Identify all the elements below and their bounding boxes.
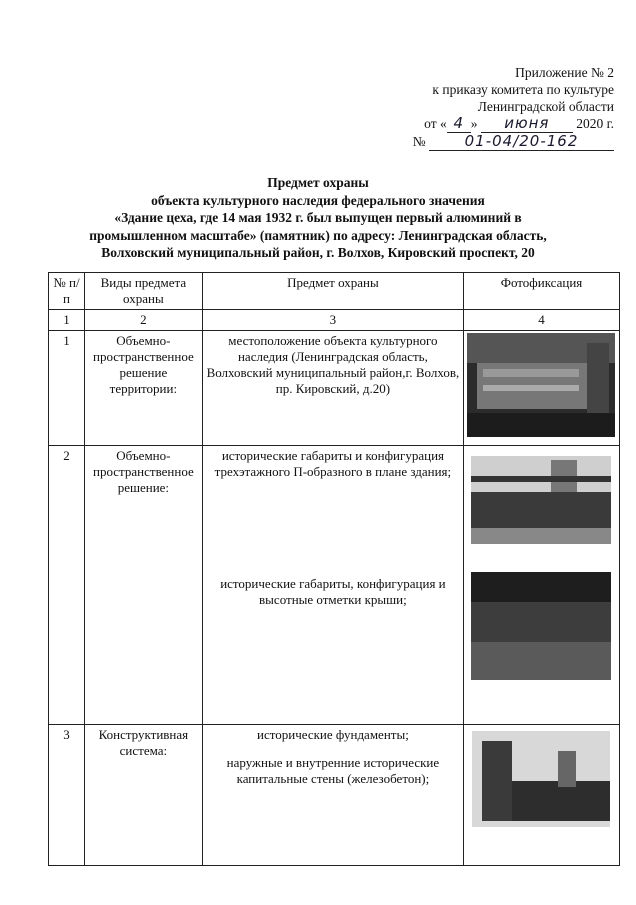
- document-header: [384, 64, 614, 151]
- photo-cell: [463, 331, 619, 446]
- order-reference: к приказу комитета по культуре: [432, 82, 614, 97]
- table-header-row: [49, 273, 620, 310]
- order-number-value: 01-04/20-162: [429, 133, 614, 151]
- photo-cell: [463, 725, 619, 866]
- site-aerial-photo: [467, 333, 615, 437]
- date-year: 2020 г.: [576, 116, 614, 131]
- row-number: 3: [49, 725, 85, 866]
- date-day: 4: [447, 115, 471, 133]
- protection-subject: исторические фундаменты; наружные и внутренние исторические капитальные стены (железобетон);: [202, 725, 463, 866]
- protection-type: Конструктивная система:: [84, 725, 202, 866]
- document-title: Предмет охраны объекта культурного наследия федерального значения «Здание цеха, где 14 мая 1932 г. был выпущен первый алюминий в промышленном масштабе» (памятник) по адресу: Ленинградская область, Волховский муниципальный район, г. Волхов, Кировский проспект, 20: [89, 175, 547, 260]
- row-number: 2: [49, 446, 85, 725]
- column-numbering-row: 1 2 3 4: [49, 310, 620, 331]
- appendix-number: Приложение № 2: [515, 65, 614, 80]
- protection-subject: исторические габариты и конфигурация трехэтажного П-образного в плане здания; исторические габариты, конфигурация и высотные отметки крыши;: [202, 446, 463, 725]
- building-facade-photo: [471, 456, 611, 544]
- date-month: июня: [481, 115, 573, 133]
- table-row: [49, 725, 620, 866]
- row-number: 1: [49, 331, 85, 446]
- protection-subject-table: [48, 272, 620, 866]
- column-header: № п/п: [49, 273, 85, 310]
- column-header: Виды предмета охраны: [84, 273, 202, 310]
- protection-type: Объемно-пространственное решение территории:: [84, 331, 202, 446]
- structure-photo: [472, 731, 610, 827]
- order-date: от « 4 » июня 2020 г.: [424, 114, 614, 132]
- column-header: Предмет охраны: [202, 273, 463, 310]
- photo-cell: [463, 446, 619, 725]
- protection-subject: местоположение объекта культурного наследия (Ленинградская область, Волховский муниципальный район,г. Волхов, пр. Кировский, д.20): [202, 331, 463, 446]
- region-name: Ленинградской области: [477, 99, 614, 114]
- protection-type: Объемно-пространственное решение:: [84, 446, 202, 725]
- column-header: Фотофиксация: [463, 273, 619, 310]
- order-number: № 01-04/20-162: [384, 133, 614, 151]
- table-row: [49, 446, 620, 725]
- table-row: [49, 331, 620, 446]
- roof-photo: [471, 572, 611, 680]
